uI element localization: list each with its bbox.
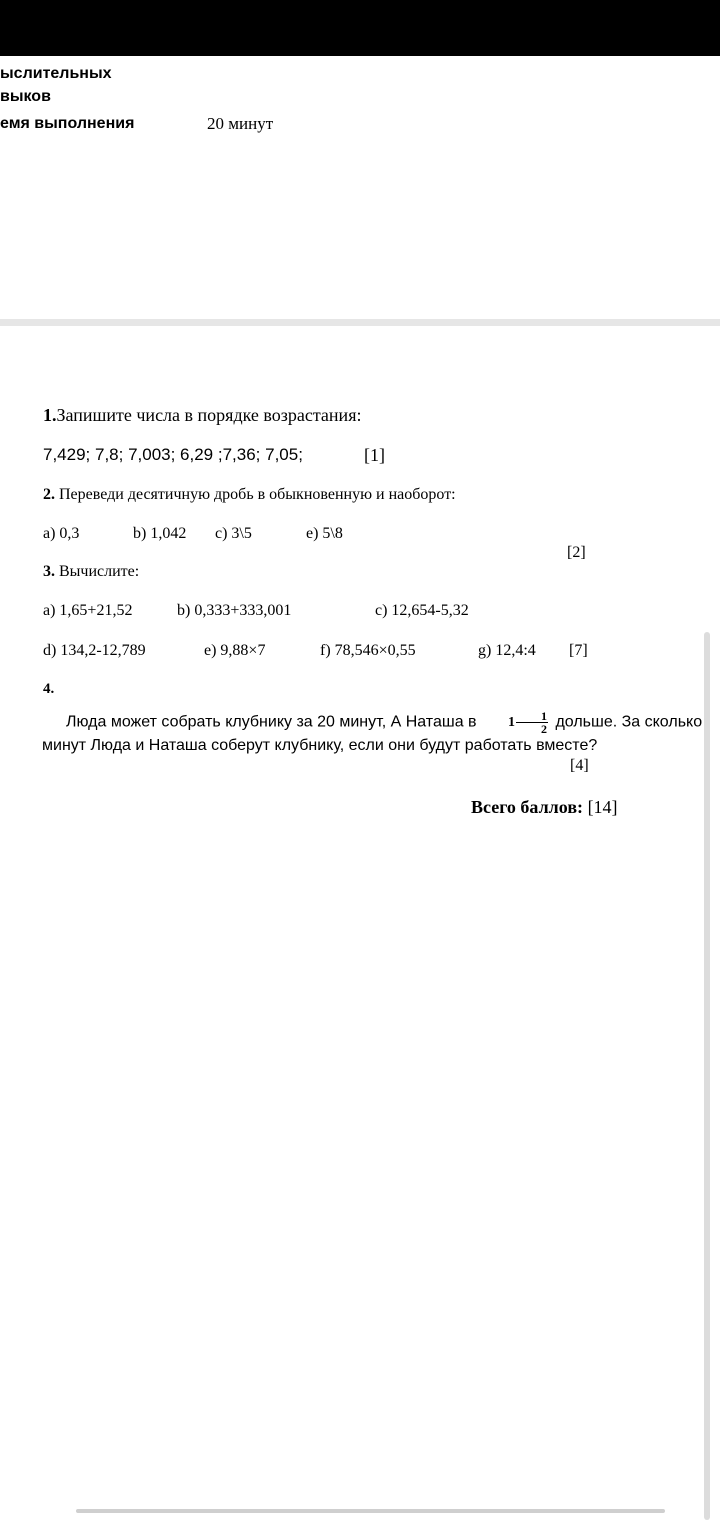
task2-heading [43,486,456,504]
task2-number: 2. [43,486,55,503]
task1-score: [1] [364,445,385,465]
task4-text [42,710,707,757]
task1-numbers: 7,429; 7,8; 7,003; 6,29 ;7,36; 7,05; [43,445,303,464]
total-label: Всего баллов: [471,797,584,817]
time-value: 20 минут [207,114,274,133]
task4-score: [4] [570,757,589,774]
horizontal-scrollbar[interactable] [76,1509,665,1513]
task3-item-g: g) 12,4:4 [478,642,536,659]
fraction-numerator: 1 [516,710,548,723]
total-score [471,797,618,818]
total-value: [14] [587,797,618,817]
task3-item-a: a) 1,65+21,52 [43,602,133,619]
task3-score: [7] [569,642,588,659]
task3-number: 3. [43,563,55,580]
task2-item-b: b) 1,042 [133,525,187,542]
page-separator [0,319,720,326]
task2-title: Переведи десятичную дробь в обыкновенную и наоборот: [59,486,456,503]
header-label-line-3: выков [0,88,51,105]
task3-item-f: f) 78,546×0,55 [320,642,416,659]
task1-heading [43,405,361,426]
task2-score: [2] [567,544,586,561]
header-label-line-2: ыслительных [0,65,112,82]
fraction-denominator: 2 [540,722,547,736]
task4-text-before: Люда может собрать клубнику за 20 минут, А Наташа в [66,713,477,731]
task2-item-e: e) 5\8 [306,525,343,542]
task1-number: 1. [43,405,57,425]
task3-item-c: c) 12,654-5,32 [375,602,469,619]
task3-item-e: e) 9,88×7 [204,642,266,659]
status-bar-overlay [0,0,720,56]
task4-text-after: дольше. За сколько минут Люда и Наташа соберут клубнику, если они будут работать вместе? [42,713,703,754]
task3-heading [43,563,139,581]
task2-item-a: a) 0,3 [43,525,80,542]
task3-item-b: b) 0,333+333,001 [177,602,292,619]
task1-title: Запишите числа в порядке возрастания: [56,405,362,425]
task3-item-d: d) 134,2-12,789 [43,642,146,659]
mixed-fraction [484,710,548,735]
fraction-part [516,710,548,735]
vertical-scrollbar[interactable] [704,632,710,1520]
task2-item-c: c) 3\5 [215,525,252,542]
time-label: емя выполнения [0,115,135,132]
task3-title: Вычислите: [59,563,140,580]
task4-number: 4. [43,681,55,697]
fraction-whole: 1 [507,714,515,730]
